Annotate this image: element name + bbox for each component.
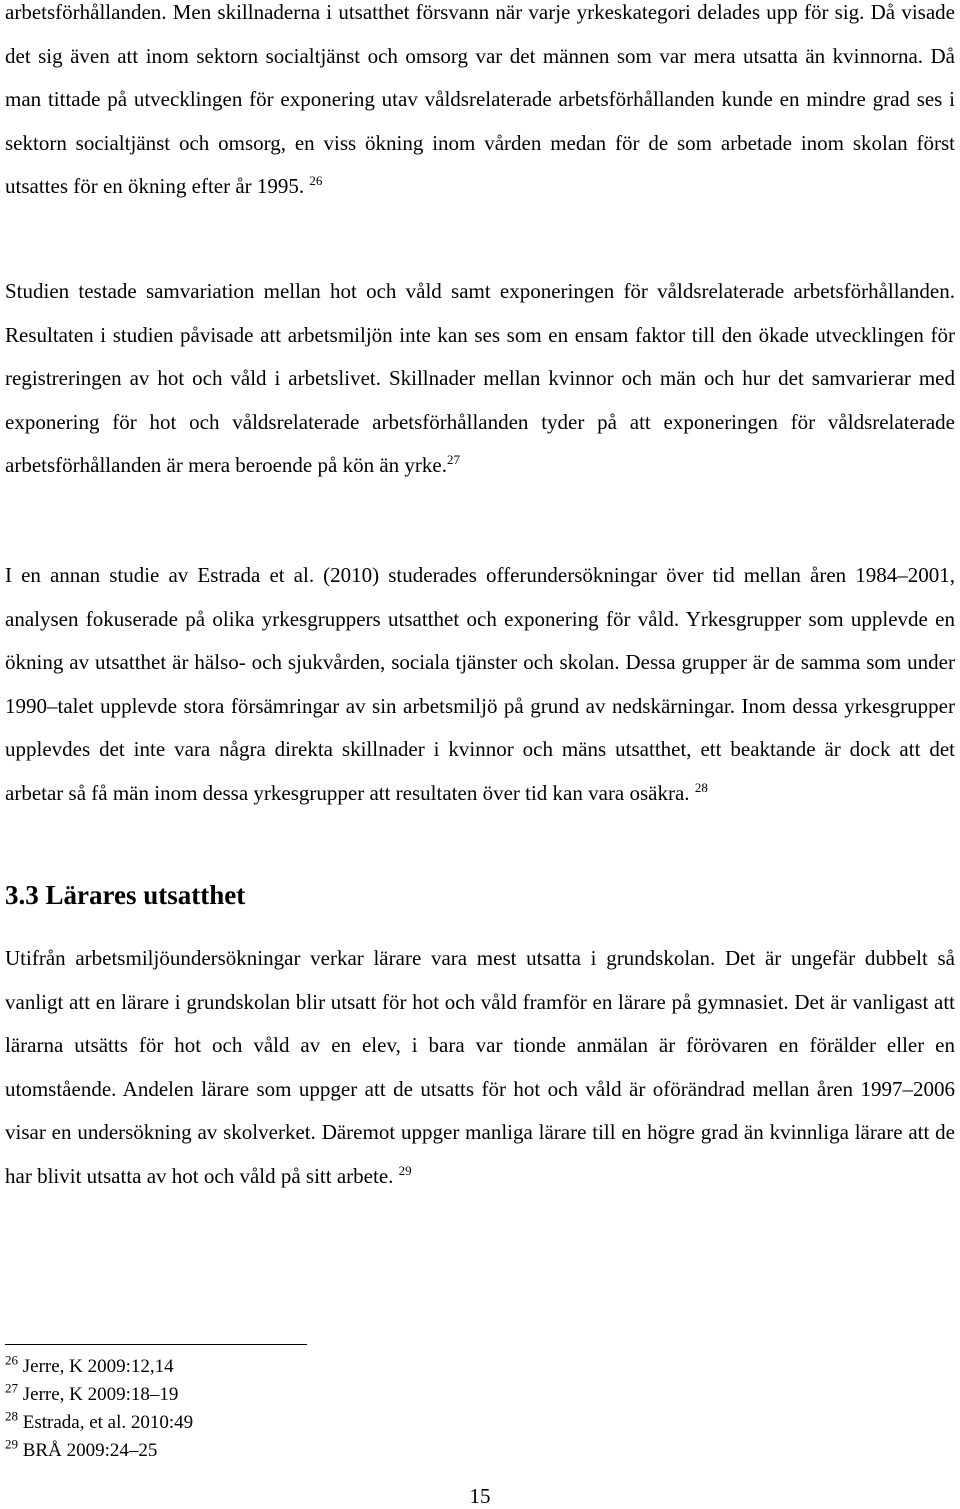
paragraph-text: arbetsförhållanden. Men skillnaderna i utsatthet försvann när varje yrkeskategori delades upp för sig. Då visade det sig även att inom sektorn socialtjänst och omsorg var det männen som var mera utsatta än kvinnorna. Då man tittade på utvecklingen för exponering utav våldsrelaterade arbetsförhållanden kunde en mindre grad ses i sektorn socialtjänst och omsorg, en viss ökning inom vården medan för de som arbetade inom skolan först utsattes för en ökning efter år 1995. — [5, 0, 955, 199]
footnote-reference[interactable]: 28 — [694, 779, 708, 795]
footnote-text: Jerre, K 2009:12,14 — [22, 1356, 174, 1377]
body-paragraph — [5, 270, 955, 488]
footnote-number: 27 — [5, 1380, 18, 1396]
footnote — [5, 1409, 605, 1437]
footnote-reference[interactable]: 27 — [446, 452, 460, 468]
footnote — [5, 1437, 605, 1465]
paragraph-text: Utifrån arbetsmiljöundersökningar verkar lärare vara mest utsatta i grundskolan. Det är ungefär dubbelt så vanligt att en lärare i grundskolan blir utsatt för hot och våld framför en lärare på gymnasiet. Det är vanligast att lärarna utsätts för hot och våld av en elev, i bara var tionde anmälan är förövaren en förälder eller en utomstående. Andelen lärare som uppger att de utsatts för hot och våld är oförändrad mellan åren 1997–2006 visar en undersökning av skolverket. Däremot uppger manliga lärare till en högre grad än kvinnliga lärare att de har blivit utsatta av hot och våld på sitt arbete. — [5, 946, 955, 1188]
section-heading: 3.3 Lärares utsatthet — [5, 880, 246, 910]
footnote-text: BRÅ 2009:24–25 — [22, 1440, 158, 1461]
footnote-number: 28 — [5, 1408, 18, 1424]
body-paragraph — [5, 0, 955, 209]
footnote-text: Estrada, et al. 2010:49 — [22, 1412, 194, 1433]
footnote-divider — [5, 1344, 307, 1345]
footnote — [5, 1381, 605, 1409]
footnote-reference[interactable]: 29 — [398, 1162, 412, 1178]
footnote-number: 29 — [5, 1436, 18, 1452]
page-number: 15 — [469, 1484, 491, 1508]
footnote-number: 26 — [5, 1352, 18, 1368]
footnote — [5, 1353, 605, 1381]
footnote-text: Jerre, K 2009:18–19 — [22, 1384, 179, 1405]
paragraph-text: Studien testade samvariation mellan hot och våld samt exponeringen för våldsrelaterade arbetsförhållanden. Resultaten i studien påvisade att arbetsmiljön inte kan ses som en ensam faktor till den ökade utvecklingen för registreringen av hot och våld i arbetslivet. Skillnader mellan kvinnor och män och hur det samvarierar med exponering för hot och våldsrelaterade arbetsförhållanden tyder på att exponeringen för våldsrelaterade arbetsförhållanden är mera beroende på kön än yrke. — [5, 279, 955, 478]
body-paragraph — [5, 554, 955, 816]
body-paragraph — [5, 937, 955, 1199]
footnotes — [5, 1353, 605, 1465]
footnote-reference[interactable]: 26 — [309, 173, 323, 189]
paragraph-text: I en annan studie av Estrada et al. (2010) studerades offerundersökningar över tid mellan åren 1984–2001, analysen fokuserade på olika yrkesgruppers utsatthet och exponering för våld. Yrkesgrupper som upplevde en ökning av utsatthet är hälso- och sjukvården, sociala tjänster och skolan. Dessa grupper är de samma som under 1990–talet upplevde stora försämringar av sin arbetsmiljö på grund av nedskärningar. Inom dessa yrkesgrupper upplevdes det inte vara några direkta skillnader i kvinnor och mäns utsatthet, ett beaktande är dock att det arbetar så få män inom dessa yrkesgrupper att resultaten över tid kan vara osäkra. — [5, 563, 955, 805]
